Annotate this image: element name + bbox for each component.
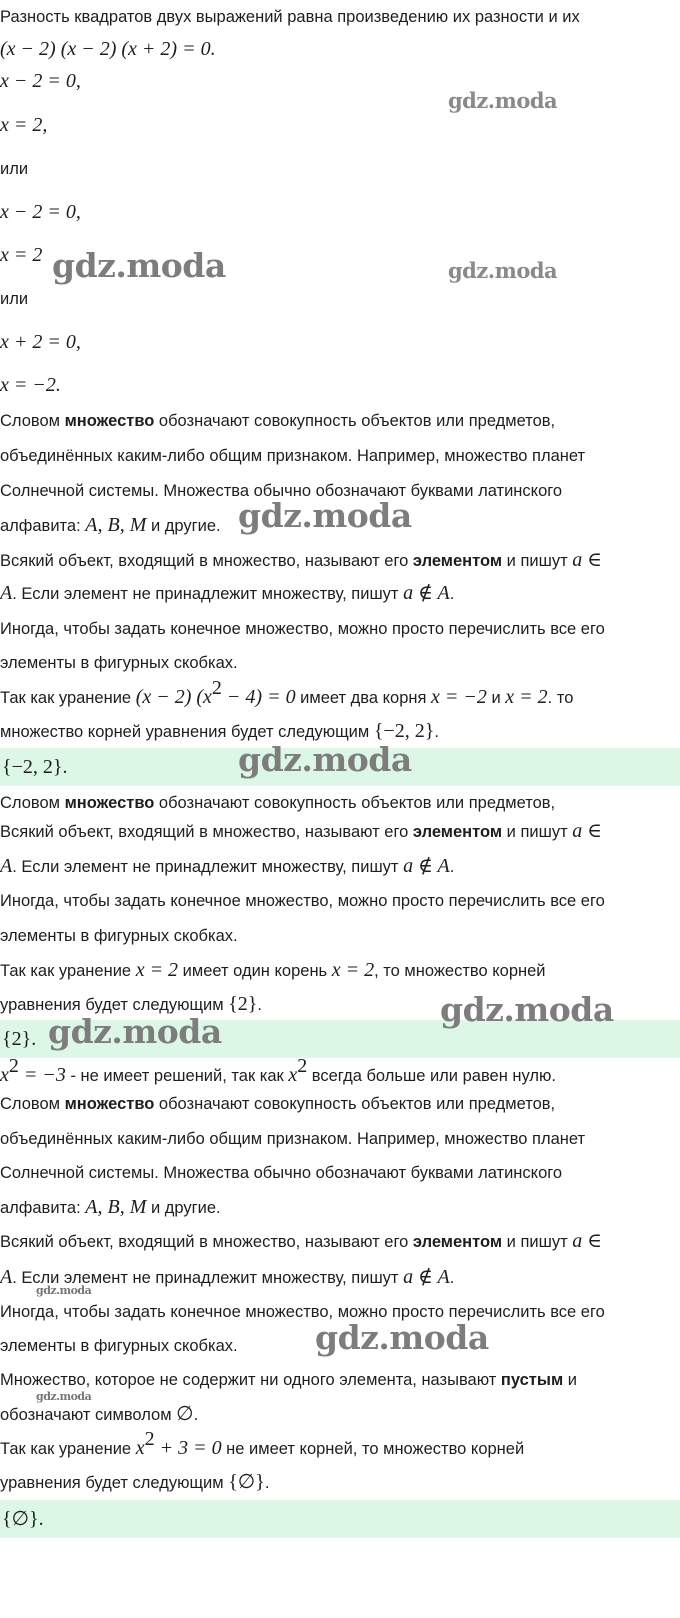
- watermark: gdz.moda: [238, 740, 412, 779]
- watermark: gdz.moda: [315, 1318, 489, 1357]
- text-line: Иногда, чтобы задать конечное множество, можно просто перечислить все его: [0, 620, 605, 638]
- text-line: объединённых каким-либо общим признаком. Например, множество планет: [0, 1130, 586, 1148]
- text-line: Множество, которое не содержит ни одного элемента, называют пустым и: [0, 1371, 577, 1389]
- answer-box: {∅}.: [0, 1500, 680, 1538]
- watermark: gdz.moda: [448, 88, 558, 113]
- text-line: A. Если элемент не принадлежит множеству, пишут a ∉ A.: [0, 855, 455, 877]
- answer-box: {2}.: [0, 1020, 680, 1058]
- math-line: x + 2 = 0,: [0, 331, 81, 353]
- text-line: элементы в фигурных скобках.: [0, 1337, 238, 1355]
- text-line: A. Если элемент не принадлежит множеству, пишут a ∉ A.: [0, 582, 455, 604]
- text-line: Словом множество обозначают совокупность объектов или предметов,: [0, 794, 556, 812]
- text-line: алфавита: A, B, M и другие.: [0, 1196, 221, 1218]
- text-line: множество корней уравнения будет следующим {−2, 2}.: [0, 720, 439, 742]
- text-line: Всякий объект, входящий в множество, называют его элементом и пишут a ∈: [0, 1230, 603, 1252]
- text-line: уравнения будет следующим {∅}.: [0, 1471, 270, 1493]
- text-line: Иногда, чтобы задать конечное множество, можно просто перечислить все его: [0, 892, 605, 910]
- math-line: $x^2 = -3$ - не имеет решений, так как $x^2$ всегда больше или равен нулю.: [0, 1055, 556, 1086]
- text-line: Так как уранение (x − 2) $(x^2 - 4) = 0$ имеет два корня x = −2 и x = 2. то: [0, 677, 574, 708]
- math-line: x − 2 = 0,: [0, 70, 81, 92]
- text-line: Всякий объект, входящий в множество, называют его элементом и пишут a ∈: [0, 820, 603, 842]
- watermark: gdz.moda: [448, 258, 558, 283]
- text-line: Всякий объект, входящий в множество, называют его элементом и пишут a ∈: [0, 549, 603, 571]
- text-line: или: [0, 290, 29, 308]
- text-line: обозначают символом ∅.: [0, 1403, 199, 1425]
- watermark: gdz.moda: [238, 496, 412, 535]
- text-line: Так как уранение x = 2 имеет один корень x = 2, то множество корней: [0, 959, 546, 981]
- watermark: gdz.moda: [440, 990, 614, 1029]
- text-line: Разность квадратов двух выражений равна произведению их разности и их: [0, 8, 580, 26]
- text-line: объединённых каким-либо общим признаком. Например, множество планет: [0, 447, 586, 465]
- math-line: x = −2.: [0, 374, 61, 396]
- text-line: Солнечной системы. Множества обычно обозначают буквами латинского: [0, 482, 563, 500]
- text-line: Солнечной системы. Множества обычно обозначают буквами латинского: [0, 1164, 563, 1182]
- watermark: gdz.moda: [48, 1012, 222, 1051]
- text-line: Иногда, чтобы задать конечное множество, можно просто перечислить все его: [0, 1303, 605, 1321]
- text-line: уравнения будет следующим {2}.: [0, 993, 262, 1015]
- math-line: (x − 2) (x − 2) (x + 2) = 0.: [0, 38, 216, 60]
- watermark: gdz.moda: [36, 1390, 92, 1403]
- math-line: x = 2: [0, 244, 43, 266]
- watermark: gdz.moda: [36, 1284, 92, 1297]
- watermark: gdz.moda: [52, 246, 226, 285]
- math-line: x − 2 = 0,: [0, 201, 81, 223]
- text-line: Словом множество обозначают совокупность объектов или предметов,: [0, 1095, 556, 1113]
- text-line: Словом множество обозначают совокупность объектов или предметов,: [0, 412, 556, 430]
- text-line: алфавита: A, B, M и другие.: [0, 514, 221, 536]
- text-line: Так как уранение $x^2 + 3 = 0$ не имеет корней, то множество корней: [0, 1428, 525, 1459]
- text-line: или: [0, 160, 29, 178]
- text-line: элементы в фигурных скобках.: [0, 927, 238, 945]
- math-line: x = 2,: [0, 114, 48, 136]
- text-line: A. Если элемент не принадлежит множеству, пишут a ∉ A.: [0, 1266, 455, 1288]
- text-line: элементы в фигурных скобках.: [0, 654, 238, 672]
- answer-box: {−2, 2}.: [0, 748, 680, 786]
